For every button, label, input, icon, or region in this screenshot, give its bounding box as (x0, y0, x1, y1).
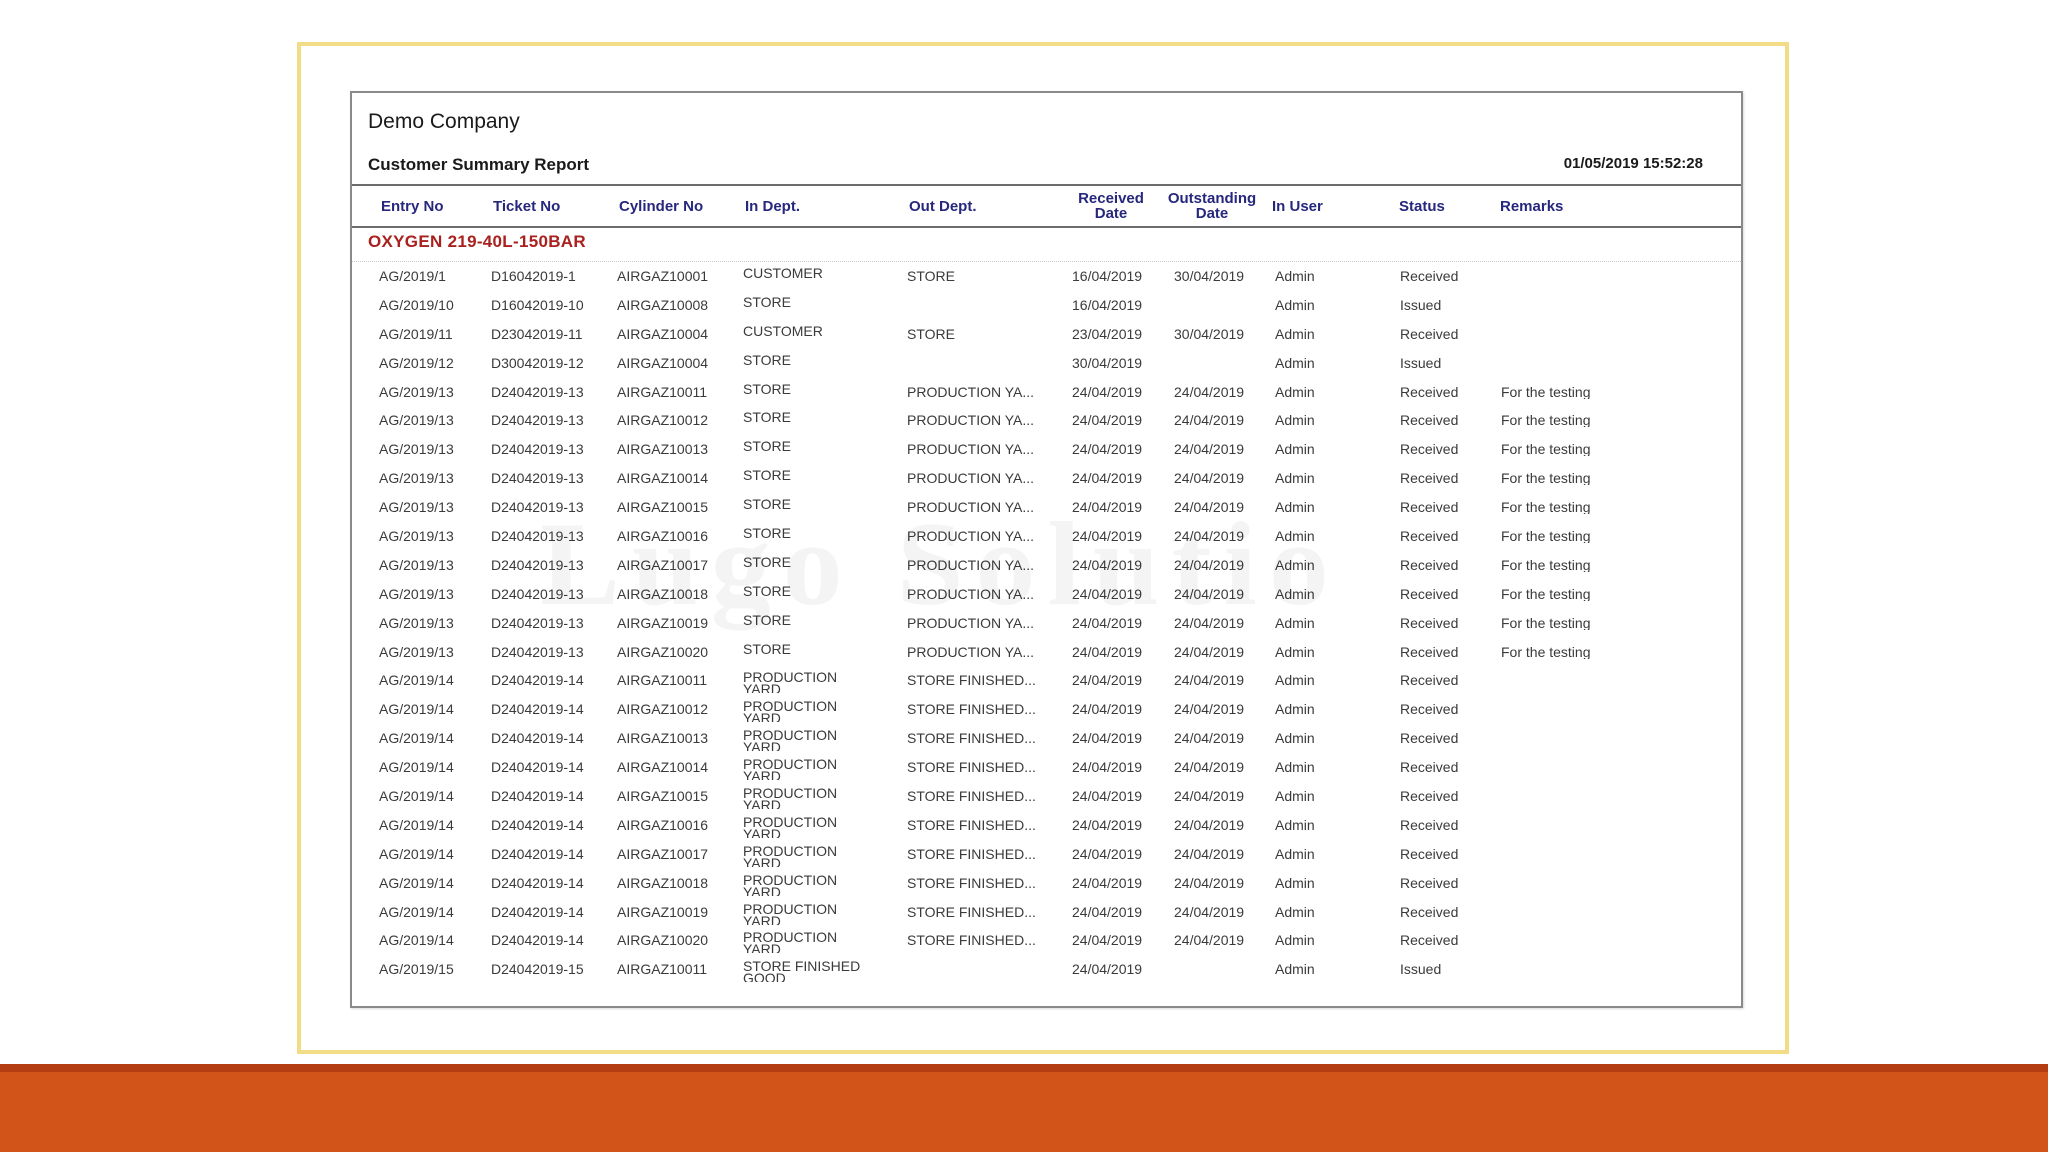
header-bottom-rule (352, 226, 1741, 228)
cell-cylinder-no: AIRGAZ10018 (617, 875, 709, 890)
cell-ticket-no: D24042019-13 (491, 644, 584, 659)
cell-ticket-no: D24042019-13 (491, 413, 584, 428)
cell-status: Received (1400, 789, 1459, 804)
cell-ticket-no: D24042019-13 (491, 500, 584, 515)
cell-entry-no: AG/2019/11 (379, 326, 453, 341)
cell-outstanding-date: 24/04/2019 (1174, 846, 1245, 861)
column-header-status: Status (1399, 197, 1445, 215)
cell-entry-no: AG/2019/13 (379, 413, 454, 428)
cell-received-date: 24/04/2019 (1072, 789, 1143, 804)
cell-ticket-no: D24042019-15 (491, 962, 584, 977)
cell-received-date: 24/04/2019 (1072, 817, 1143, 832)
cell-ticket-no: D24042019-14 (491, 933, 584, 948)
cell-remarks: For the testing (1501, 500, 1591, 515)
cell-ticket-no: D16042019-10 (491, 297, 584, 312)
cell-in-dept: STORE (743, 295, 791, 310)
cell-remarks: For the testing (1501, 557, 1591, 572)
table-row (352, 553, 1741, 582)
table-row (352, 322, 1741, 351)
cell-cylinder-no: AIRGAZ10014 (617, 471, 709, 486)
cell-in-dept: STORE (743, 440, 791, 455)
table-row (352, 524, 1741, 553)
cell-received-date: 24/04/2019 (1072, 557, 1143, 572)
table-row (352, 351, 1741, 380)
cell-status: Received (1400, 673, 1459, 688)
cell-ticket-no: D24042019-13 (491, 615, 584, 630)
cell-in-user: Admin (1275, 500, 1315, 515)
cell-ticket-no: D24042019-13 (491, 442, 584, 457)
cell-status: Received (1400, 326, 1459, 341)
cell-in-dept: STORE (743, 469, 791, 484)
cell-out-dept: STORE FINISHED... (907, 817, 1036, 832)
cell-remarks: For the testing (1501, 529, 1591, 544)
cell-cylinder-no: AIRGAZ10014 (617, 760, 709, 775)
column-header-remarks: Remarks (1500, 197, 1564, 215)
cell-in-dept: PRODUCTION YARD (743, 873, 838, 896)
cell-received-date: 24/04/2019 (1072, 500, 1143, 515)
cell-status: Received (1400, 904, 1459, 919)
cell-in-user: Admin (1275, 817, 1315, 832)
cell-received-date: 24/04/2019 (1072, 529, 1143, 544)
cell-in-user: Admin (1275, 471, 1315, 486)
cell-status: Received (1400, 529, 1459, 544)
cell-out-dept: STORE (907, 269, 955, 283)
cell-ticket-no: D24042019-14 (491, 702, 584, 717)
cell-out-dept: PRODUCTION YA... (907, 615, 1035, 630)
cell-in-user: Admin (1275, 615, 1315, 630)
cell-cylinder-no: AIRGAZ10013 (617, 731, 709, 746)
cell-out-dept: PRODUCTION YA... (907, 471, 1035, 486)
cell-ticket-no: D24042019-13 (491, 384, 584, 399)
cell-ticket-no: D24042019-14 (491, 817, 584, 832)
report-page (350, 91, 1743, 1008)
cell-ticket-no: D24042019-14 (491, 673, 584, 688)
cell-received-date: 24/04/2019 (1072, 846, 1143, 861)
table-row (352, 726, 1741, 755)
table-row (352, 264, 1741, 293)
cell-received-date: 24/04/2019 (1072, 615, 1143, 630)
company-name: Demo Company (368, 110, 520, 133)
table-row (352, 871, 1741, 900)
table-row (352, 466, 1741, 495)
cell-out-dept: PRODUCTION YA... (907, 529, 1035, 544)
cell-in-dept: STORE (743, 411, 791, 426)
table-row (352, 755, 1741, 784)
cell-status: Received (1400, 846, 1459, 861)
cell-outstanding-date: 30/04/2019 (1174, 326, 1245, 341)
cell-status: Received (1400, 615, 1459, 630)
cell-status: Received (1400, 731, 1459, 746)
cell-in-dept: PRODUCTION YARD (743, 671, 838, 694)
cell-cylinder-no: AIRGAZ10008 (617, 297, 709, 312)
column-header-entry-no: Entry No (381, 197, 444, 215)
cell-out-dept: PRODUCTION YA... (907, 442, 1035, 457)
cell-outstanding-date: 24/04/2019 (1174, 875, 1245, 890)
column-header-out-dept: Out Dept. (909, 197, 977, 215)
cell-in-dept: PRODUCTION YARD (743, 902, 838, 925)
table-row (352, 842, 1741, 871)
cell-out-dept: PRODUCTION YA... (907, 384, 1035, 399)
cell-entry-no: AG/2019/12 (379, 355, 454, 370)
cell-entry-no: AG/2019/14 (379, 760, 454, 775)
cell-received-date: 30/04/2019 (1072, 355, 1143, 370)
cell-status: Received (1400, 875, 1459, 890)
cell-status: Received (1400, 413, 1459, 428)
cell-out-dept: STORE FINISHED... (907, 933, 1036, 948)
cell-entry-no: AG/2019/14 (379, 875, 454, 890)
cell-cylinder-no: AIRGAZ10017 (617, 557, 709, 572)
cell-in-user: Admin (1275, 933, 1315, 948)
cell-ticket-no: D24042019-14 (491, 789, 584, 804)
cell-ticket-no: D30042019-12 (491, 355, 584, 370)
cell-entry-no: AG/2019/13 (379, 442, 454, 457)
table-row (352, 293, 1741, 322)
group-title: OXYGEN 219-40L-150BAR (368, 232, 586, 251)
column-header-outstanding-date: Outstanding Date (1167, 190, 1257, 222)
column-header-received-date: Received Date (1078, 190, 1144, 222)
cell-out-dept: PRODUCTION YA... (907, 557, 1035, 572)
cell-cylinder-no: AIRGAZ10020 (617, 933, 709, 948)
cell-in-dept: CUSTOMER (743, 267, 823, 281)
cell-status: Received (1400, 933, 1459, 948)
table-row (352, 611, 1741, 640)
cell-ticket-no: D24042019-14 (491, 875, 584, 890)
cell-status: Received (1400, 471, 1459, 486)
cell-ticket-no: D16042019-1 (491, 269, 576, 283)
cell-cylinder-no: AIRGAZ10015 (617, 789, 709, 804)
cell-remarks: For the testing (1501, 644, 1591, 659)
cell-remarks: For the testing (1501, 615, 1591, 630)
cell-received-date: 24/04/2019 (1072, 384, 1143, 399)
table-row (352, 668, 1741, 697)
cell-entry-no: AG/2019/13 (379, 500, 454, 515)
cell-entry-no: AG/2019/10 (379, 297, 454, 312)
cell-out-dept: STORE (907, 326, 955, 341)
cell-status: Issued (1400, 355, 1442, 370)
cell-out-dept: STORE FINISHED... (907, 846, 1036, 861)
cell-outstanding-date: 24/04/2019 (1174, 471, 1245, 486)
cell-outstanding-date: 24/04/2019 (1174, 615, 1245, 630)
cell-received-date: 16/04/2019 (1072, 297, 1143, 312)
report-timestamp: 01/05/2019 15:52:28 (1563, 155, 1703, 172)
cell-outstanding-date: 24/04/2019 (1174, 384, 1245, 399)
cell-in-dept: STORE (743, 353, 791, 368)
cell-in-user: Admin (1275, 413, 1315, 428)
cell-ticket-no: D23042019-11 (491, 326, 583, 341)
cell-cylinder-no: AIRGAZ10019 (617, 615, 709, 630)
cell-in-dept: CUSTOMER (743, 324, 823, 339)
cell-in-dept: PRODUCTION YARD (743, 931, 838, 954)
cell-entry-no: AG/2019/15 (379, 962, 454, 977)
cell-outstanding-date: 24/04/2019 (1174, 529, 1245, 544)
cell-in-dept: PRODUCTION YARD (743, 729, 838, 752)
cell-in-dept: PRODUCTION YARD (743, 758, 838, 781)
report-title: Customer Summary Report (368, 155, 590, 174)
cell-cylinder-no: AIRGAZ10015 (617, 500, 709, 515)
cell-out-dept: PRODUCTION YA... (907, 500, 1035, 515)
cell-in-user: Admin (1275, 297, 1315, 312)
cell-in-user: Admin (1275, 442, 1315, 457)
cell-in-user: Admin (1275, 760, 1315, 775)
cell-ticket-no: D24042019-14 (491, 846, 584, 861)
cell-received-date: 16/04/2019 (1072, 269, 1143, 283)
cell-in-dept: STORE (743, 555, 791, 570)
cell-cylinder-no: AIRGAZ10011 (617, 962, 708, 977)
cell-status: Received (1400, 702, 1459, 717)
cell-entry-no: AG/2019/14 (379, 904, 454, 919)
cell-cylinder-no: AIRGAZ10020 (617, 644, 709, 659)
cell-in-dept: PRODUCTION YARD (743, 700, 838, 723)
cell-in-dept: PRODUCTION YARD (743, 787, 838, 810)
cell-outstanding-date: 24/04/2019 (1174, 500, 1245, 515)
cell-outstanding-date: 24/04/2019 (1174, 442, 1245, 457)
cell-in-user: Admin (1275, 355, 1315, 370)
cell-entry-no: AG/2019/14 (379, 789, 454, 804)
column-header-in-dept: In Dept. (745, 197, 800, 215)
cell-in-dept: PRODUCTION YARD (743, 844, 838, 867)
cell-outstanding-date: 24/04/2019 (1174, 644, 1245, 659)
cell-received-date: 24/04/2019 (1072, 875, 1143, 890)
column-header-ticket-no: Ticket No (493, 197, 561, 215)
cell-cylinder-no: AIRGAZ10011 (617, 673, 708, 688)
cell-outstanding-date: 30/04/2019 (1174, 269, 1245, 283)
cell-outstanding-date: 24/04/2019 (1174, 557, 1245, 572)
cell-in-dept: STORE (743, 498, 791, 513)
cell-cylinder-no: AIRGAZ10004 (617, 326, 709, 341)
cell-entry-no: AG/2019/14 (379, 673, 454, 688)
cell-status: Received (1400, 557, 1459, 572)
cell-status: Received (1400, 760, 1459, 775)
cell-in-user: Admin (1275, 875, 1315, 890)
cell-received-date: 24/04/2019 (1072, 904, 1143, 919)
cell-in-user: Admin (1275, 557, 1315, 572)
cell-remarks: For the testing (1501, 586, 1591, 601)
cell-ticket-no: D24042019-14 (491, 731, 584, 746)
cell-in-dept: STORE (743, 527, 791, 542)
cell-status: Issued (1400, 962, 1442, 977)
cell-in-user: Admin (1275, 789, 1315, 804)
cell-status: Received (1400, 644, 1459, 659)
cell-received-date: 24/04/2019 (1072, 471, 1143, 486)
cell-cylinder-no: AIRGAZ10017 (617, 846, 709, 861)
table-row (352, 408, 1741, 437)
table-row (352, 784, 1741, 813)
cell-in-dept: STORE FINISHED GOOD (743, 960, 861, 983)
cell-entry-no: AG/2019/13 (379, 615, 454, 630)
table-row (352, 928, 1741, 957)
cell-outstanding-date: 24/04/2019 (1174, 933, 1245, 948)
cell-outstanding-date: 24/04/2019 (1174, 673, 1245, 688)
column-header-in-user: In User (1272, 197, 1323, 215)
cell-in-user: Admin (1275, 731, 1315, 746)
cell-status: Received (1400, 384, 1459, 399)
cell-status: Received (1400, 442, 1459, 457)
cell-outstanding-date: 24/04/2019 (1174, 817, 1245, 832)
cell-outstanding-date: 24/04/2019 (1174, 731, 1245, 746)
cell-out-dept: STORE FINISHED... (907, 731, 1036, 746)
cell-remarks: For the testing (1501, 413, 1591, 428)
cell-cylinder-no: AIRGAZ10016 (617, 817, 709, 832)
cell-received-date: 24/04/2019 (1072, 962, 1143, 977)
header-top-rule (352, 184, 1741, 186)
cell-outstanding-date: 24/04/2019 (1174, 760, 1245, 775)
table-row (352, 582, 1741, 611)
cell-entry-no: AG/2019/13 (379, 557, 454, 572)
cell-entry-no: AG/2019/14 (379, 731, 454, 746)
cell-received-date: 23/04/2019 (1072, 326, 1143, 341)
cell-ticket-no: D24042019-14 (491, 904, 584, 919)
cell-out-dept: STORE FINISHED... (907, 673, 1036, 688)
table-row (352, 900, 1741, 929)
cell-outstanding-date: 24/04/2019 (1174, 586, 1245, 601)
cell-ticket-no: D24042019-14 (491, 760, 584, 775)
table-row (352, 813, 1741, 842)
cell-out-dept: STORE FINISHED... (907, 760, 1036, 775)
table-row (352, 640, 1741, 669)
cell-received-date: 24/04/2019 (1072, 760, 1143, 775)
cell-received-date: 24/04/2019 (1072, 413, 1143, 428)
cell-entry-no: AG/2019/13 (379, 471, 454, 486)
cell-entry-no: AG/2019/14 (379, 846, 454, 861)
table-row (352, 697, 1741, 726)
cell-out-dept: STORE FINISHED... (907, 875, 1036, 890)
cell-entry-no: AG/2019/13 (379, 384, 454, 399)
cell-cylinder-no: AIRGAZ10012 (617, 702, 709, 717)
cell-entry-no: AG/2019/13 (379, 529, 454, 544)
cell-in-user: Admin (1275, 962, 1315, 977)
cell-in-user: Admin (1275, 846, 1315, 861)
cell-remarks: For the testing (1501, 442, 1591, 457)
cell-in-user: Admin (1275, 384, 1315, 399)
cell-in-user: Admin (1275, 904, 1315, 919)
table-row (352, 437, 1741, 466)
cell-entry-no: AG/2019/14 (379, 817, 454, 832)
cell-cylinder-no: AIRGAZ10013 (617, 442, 709, 457)
cell-in-user: Admin (1275, 702, 1315, 717)
cell-in-dept: PRODUCTION YARD (743, 815, 838, 838)
cell-in-dept: STORE (743, 382, 791, 397)
cell-cylinder-no: AIRGAZ10001 (617, 269, 709, 283)
cell-in-dept: STORE (743, 613, 791, 628)
table-row (352, 957, 1741, 986)
cell-ticket-no: D24042019-13 (491, 586, 584, 601)
cell-in-user: Admin (1275, 269, 1315, 283)
cell-cylinder-no: AIRGAZ10016 (617, 529, 709, 544)
cell-out-dept: STORE FINISHED... (907, 904, 1036, 919)
cell-in-user: Admin (1275, 586, 1315, 601)
cell-outstanding-date: 24/04/2019 (1174, 789, 1245, 804)
cell-cylinder-no: AIRGAZ10018 (617, 586, 709, 601)
table-row (352, 380, 1741, 409)
cell-received-date: 24/04/2019 (1072, 933, 1143, 948)
cell-out-dept: PRODUCTION YA... (907, 644, 1035, 659)
cell-entry-no: AG/2019/14 (379, 933, 454, 948)
column-header-cylinder-no: Cylinder No (619, 197, 704, 215)
cell-ticket-no: D24042019-13 (491, 471, 584, 486)
group-separator (352, 261, 1741, 262)
cell-cylinder-no: AIRGAZ10004 (617, 355, 709, 370)
table-row (352, 495, 1741, 524)
cell-received-date: 24/04/2019 (1072, 702, 1143, 717)
cell-in-dept: STORE (743, 584, 791, 599)
cell-in-user: Admin (1275, 326, 1315, 341)
cell-received-date: 24/04/2019 (1072, 586, 1143, 601)
cell-received-date: 24/04/2019 (1072, 731, 1143, 746)
cell-in-user: Admin (1275, 673, 1315, 688)
cell-status: Received (1400, 586, 1459, 601)
cell-in-dept: STORE (743, 642, 791, 657)
cell-remarks: For the testing (1501, 384, 1591, 399)
cell-in-user: Admin (1275, 644, 1315, 659)
cell-cylinder-no: AIRGAZ10019 (617, 904, 709, 919)
cell-status: Received (1400, 269, 1459, 283)
cell-remarks: For the testing (1501, 471, 1591, 486)
cell-ticket-no: D24042019-13 (491, 529, 584, 544)
cell-received-date: 24/04/2019 (1072, 442, 1143, 457)
cell-outstanding-date: 24/04/2019 (1174, 904, 1245, 919)
cell-status: Received (1400, 500, 1459, 515)
slide-footer-band (0, 1064, 2048, 1152)
cell-received-date: 24/04/2019 (1072, 673, 1143, 688)
cell-ticket-no: D24042019-13 (491, 557, 584, 572)
cell-entry-no: AG/2019/14 (379, 702, 454, 717)
cell-out-dept: PRODUCTION YA... (907, 413, 1035, 428)
cell-status: Received (1400, 817, 1459, 832)
cell-out-dept: STORE FINISHED... (907, 702, 1036, 717)
cell-entry-no: AG/2019/13 (379, 586, 454, 601)
cell-entry-no: AG/2019/13 (379, 644, 454, 659)
cell-received-date: 24/04/2019 (1072, 644, 1143, 659)
cell-outstanding-date: 24/04/2019 (1174, 413, 1245, 428)
cell-entry-no: AG/2019/1 (379, 269, 446, 283)
cell-out-dept: PRODUCTION YA... (907, 586, 1035, 601)
cell-out-dept: STORE FINISHED... (907, 789, 1036, 804)
cell-cylinder-no: AIRGAZ10012 (617, 413, 709, 428)
cell-status: Issued (1400, 297, 1442, 312)
cell-in-user: Admin (1275, 529, 1315, 544)
cell-outstanding-date: 24/04/2019 (1174, 702, 1245, 717)
report-rows (352, 264, 1741, 986)
cell-cylinder-no: AIRGAZ10011 (617, 384, 708, 399)
